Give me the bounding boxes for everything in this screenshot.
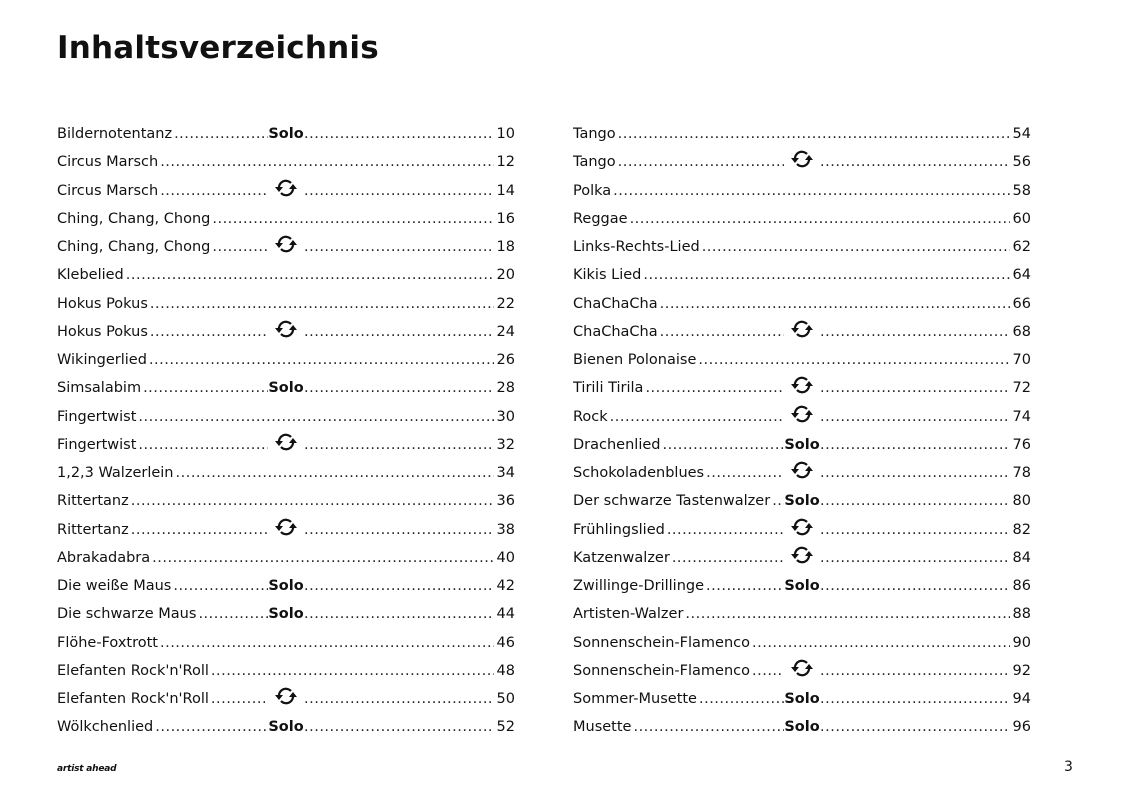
dot-leader (702, 233, 1010, 261)
entry-page: 20 (496, 267, 515, 284)
entry-title: Bienen Polonaise (573, 352, 697, 368)
solo-label: Solo (268, 126, 304, 142)
entry-title: Wölkchenlied (57, 719, 154, 736)
entry-page: 64 (1012, 267, 1031, 284)
entry-title: Rittertanz (57, 493, 129, 510)
toc-entry[interactable] (57, 431, 515, 459)
swap-arrows-icon (268, 516, 304, 544)
entry-page: 36 (496, 493, 515, 510)
dot-leader (820, 431, 1010, 459)
swap-arrows-icon (784, 657, 820, 685)
dot-leader (752, 657, 784, 685)
dot-leader (174, 120, 268, 148)
entry-page: 50 (496, 691, 515, 707)
toc-entry[interactable] (57, 120, 515, 148)
dot-leader (212, 205, 493, 233)
entry-title: Sonnenschein-Flamenco (573, 662, 750, 679)
toc-entry[interactable] (57, 177, 515, 205)
toc-entry[interactable] (57, 685, 515, 713)
toc-entry[interactable] (573, 431, 1031, 459)
entry-title: Tango (573, 126, 616, 142)
swap-arrows-icon (784, 544, 820, 572)
entry-title: Tango (573, 154, 616, 171)
toc-entry[interactable] (573, 374, 1031, 402)
entry-title: Artisten-Walzer (573, 606, 684, 623)
dot-leader (613, 177, 1009, 205)
entry-page: 96 (1012, 719, 1031, 736)
entry-title: 1,2,3 Walzerlein (57, 465, 174, 481)
dot-leader (304, 572, 494, 600)
dot-leader (643, 261, 1009, 289)
toc-entry[interactable] (573, 629, 1031, 657)
dot-leader (143, 374, 268, 402)
dot-leader (820, 685, 1010, 713)
dot-leader (160, 148, 493, 176)
entry-page: 58 (1012, 182, 1031, 199)
entry-title: Ching, Chang, Chong (57, 210, 211, 227)
swap-arrows-icon (784, 516, 820, 544)
entry-title: Kikis Lied (573, 267, 642, 284)
toc-entry[interactable] (573, 713, 1031, 741)
toc-entry[interactable] (57, 487, 515, 515)
dot-leader (304, 120, 494, 148)
entry-page: 74 (1012, 408, 1031, 425)
solo-label: Solo (784, 578, 820, 594)
toc-entry[interactable] (573, 657, 1031, 685)
toc-entry[interactable] (573, 544, 1031, 572)
dot-leader (138, 403, 493, 431)
toc-entry[interactable] (573, 148, 1031, 176)
dot-leader (660, 318, 784, 346)
entry-page: 46 (496, 634, 515, 651)
dot-leader (633, 713, 784, 741)
toc-entry[interactable] (573, 318, 1031, 346)
dot-leader (155, 713, 268, 741)
entry-title: Tirili Tirila (573, 380, 644, 397)
toc-entry[interactable] (57, 148, 515, 176)
toc-column-left (57, 120, 515, 742)
dot-leader (138, 431, 268, 459)
dot-leader (198, 600, 268, 628)
swap-arrows-icon (784, 374, 820, 402)
dot-leader (820, 516, 1010, 544)
entry-page: 12 (496, 154, 515, 171)
swap-arrows-icon (784, 148, 820, 176)
entry-page: 42 (496, 578, 515, 594)
dot-leader (820, 403, 1010, 431)
entry-page: 30 (496, 408, 515, 425)
dot-leader (672, 544, 784, 572)
entry-page: 76 (1012, 436, 1031, 453)
dot-leader (126, 261, 494, 289)
solo-label: Solo (784, 691, 820, 707)
entry-page: 92 (1012, 662, 1031, 679)
toc-entry[interactable] (573, 572, 1031, 600)
entry-title: Hokus Pokus (57, 295, 148, 312)
swap-arrows-icon (784, 318, 820, 346)
entry-title: Fingertwist (57, 436, 137, 453)
dot-leader (820, 544, 1010, 572)
dot-leader (820, 459, 1010, 487)
entry-page: 88 (1012, 606, 1031, 623)
page-title: Inhaltsverzeichnis (57, 30, 379, 66)
entry-page: 34 (496, 465, 515, 481)
swap-arrows-icon (268, 233, 304, 261)
entry-page: 22 (496, 295, 515, 312)
dot-leader (131, 487, 494, 515)
entry-title: Ching, Chang, Chong (57, 239, 211, 255)
entry-page: 78 (1012, 465, 1031, 481)
entry-page: 66 (1012, 295, 1031, 312)
toc-entry[interactable] (573, 487, 1031, 515)
entry-page: 26 (496, 352, 515, 368)
entry-page: 86 (1012, 578, 1031, 594)
solo-label: Solo (784, 436, 820, 453)
dot-leader (173, 572, 268, 600)
entry-title: Abrakadabra (57, 549, 151, 566)
dot-leader (662, 431, 784, 459)
toc-entry[interactable] (57, 459, 515, 487)
dot-leader (304, 713, 494, 741)
dot-leader (772, 487, 784, 515)
toc-entry[interactable] (573, 459, 1031, 487)
entry-page: 62 (1012, 239, 1031, 255)
entry-title: Drachenlied (573, 436, 661, 453)
toc-entry[interactable] (573, 403, 1031, 431)
entry-title: Frühlingslied (573, 521, 665, 538)
dot-leader (610, 403, 784, 431)
toc-entry[interactable] (57, 374, 515, 402)
toc-entry[interactable] (57, 290, 515, 318)
dot-leader (150, 318, 268, 346)
toc-entry[interactable] (57, 572, 515, 600)
toc-entry[interactable] (57, 544, 515, 572)
swap-arrows-icon (268, 685, 304, 713)
dot-leader (685, 600, 1009, 628)
dot-leader (752, 629, 1010, 657)
entry-page: 68 (1012, 323, 1031, 340)
entry-title: Flöhe-Foxtrott (57, 634, 158, 651)
entry-title: Elefanten Rock'n'Roll (57, 691, 209, 707)
toc-entry[interactable] (573, 233, 1031, 261)
swap-arrows-icon (784, 459, 820, 487)
entry-title: ChaChaCha (573, 295, 658, 312)
entry-page: 56 (1012, 154, 1031, 171)
entry-title: Polka (573, 182, 612, 199)
dot-leader (667, 516, 784, 544)
entry-page: 70 (1012, 352, 1031, 368)
toc-entry[interactable] (57, 346, 515, 374)
entry-page: 38 (496, 521, 515, 538)
dot-leader (211, 657, 494, 685)
entry-page: 84 (1012, 549, 1031, 566)
entry-page: 10 (496, 126, 515, 142)
page-number: 3 (1064, 759, 1073, 775)
toc-entry[interactable] (57, 261, 515, 289)
toc-entry[interactable] (57, 205, 515, 233)
dot-leader (820, 487, 1010, 515)
entry-title: Circus Marsch (57, 154, 159, 171)
solo-label: Solo (268, 380, 304, 397)
dot-leader (706, 572, 784, 600)
entry-title: Links-Rechts-Lied (573, 239, 700, 255)
entry-title: Simsalabim (57, 380, 142, 397)
swap-arrows-icon (268, 318, 304, 346)
entry-title: Der schwarze Tastenwalzer (573, 493, 771, 510)
dot-leader (660, 290, 1010, 318)
entry-page: 82 (1012, 521, 1031, 538)
swap-arrows-icon (268, 431, 304, 459)
toc-column-right (573, 120, 1031, 742)
entry-title: Klebelied (57, 267, 124, 284)
dot-leader (150, 290, 494, 318)
entry-page: 94 (1012, 691, 1031, 707)
swap-arrows-icon (784, 403, 820, 431)
toc-entry[interactable] (573, 600, 1031, 628)
toc-entry[interactable] (573, 685, 1031, 713)
dot-leader (131, 516, 268, 544)
dot-leader (160, 629, 494, 657)
swap-arrows-icon (268, 177, 304, 205)
entry-page: 40 (496, 549, 515, 566)
dot-leader (820, 148, 1010, 176)
toc-entry[interactable] (573, 205, 1031, 233)
entry-page: 72 (1012, 380, 1031, 397)
dot-leader (304, 431, 494, 459)
dot-leader (304, 600, 494, 628)
entry-title: Katzenwalzer (573, 549, 670, 566)
entry-page: 60 (1012, 210, 1031, 227)
entry-title: Schokoladenblues (573, 465, 705, 481)
entry-title: Circus Marsch (57, 182, 159, 199)
dot-leader (699, 685, 784, 713)
entry-title: Rittertanz (57, 521, 129, 538)
dot-leader (212, 233, 268, 261)
entry-page: 80 (1012, 493, 1031, 510)
toc-entry[interactable] (573, 261, 1031, 289)
entry-page: 18 (496, 239, 515, 255)
dot-leader (176, 459, 494, 487)
entry-title: Fingertwist (57, 408, 137, 425)
dot-leader (304, 516, 494, 544)
entry-title: Reggae (573, 210, 628, 227)
dot-leader (304, 685, 494, 713)
entry-title: Die schwarze Maus (57, 606, 197, 623)
entry-title: Musette (573, 719, 632, 736)
dot-leader (304, 177, 494, 205)
dot-leader (618, 120, 1010, 148)
dot-leader (645, 374, 784, 402)
dot-leader (304, 318, 494, 346)
dot-leader (630, 205, 1010, 233)
dot-leader (211, 685, 268, 713)
solo-label: Solo (784, 719, 820, 736)
entry-title: Die weiße Maus (57, 578, 172, 594)
toc-entry[interactable] (57, 713, 515, 741)
toc-entry[interactable] (57, 403, 515, 431)
entry-title: Zwillinge-Drillinge (573, 578, 705, 594)
dot-leader (820, 318, 1010, 346)
entry-title: Hokus Pokus (57, 323, 148, 340)
dot-leader (152, 544, 493, 572)
toc-entry[interactable] (57, 657, 515, 685)
toc-entry[interactable] (573, 346, 1031, 374)
entry-page: 52 (496, 719, 515, 736)
solo-label: Solo (268, 578, 304, 594)
dot-leader (820, 713, 1010, 741)
entry-page: 44 (496, 606, 515, 623)
entry-page: 16 (496, 210, 515, 227)
dot-leader (304, 233, 494, 261)
toc-entry[interactable] (57, 629, 515, 657)
entry-title: Rock (573, 408, 608, 425)
entry-page: 48 (496, 662, 515, 679)
dot-leader (618, 148, 784, 176)
toc-entry[interactable] (57, 516, 515, 544)
dot-leader (160, 177, 268, 205)
toc-entry[interactable] (573, 290, 1031, 318)
entry-title: Wikingerlied (57, 352, 147, 368)
dot-leader (698, 346, 1009, 374)
toc-entry[interactable] (57, 233, 515, 261)
entry-title: Sommer-Musette (573, 691, 697, 707)
toc-entry[interactable] (573, 177, 1031, 205)
dot-leader (149, 346, 494, 374)
solo-label: Solo (268, 719, 304, 736)
dot-leader (706, 459, 784, 487)
dot-leader (820, 572, 1010, 600)
entry-page: 14 (496, 182, 515, 199)
dot-leader (820, 657, 1010, 685)
entry-page: 28 (496, 380, 515, 397)
toc-entry[interactable] (57, 600, 515, 628)
entry-page: 32 (496, 436, 515, 453)
solo-label: Solo (268, 606, 304, 623)
brand-logo: artist ahead (57, 764, 117, 774)
entry-title: Sonnenschein-Flamenco (573, 634, 750, 651)
entry-title: Bildernotentanz (57, 126, 173, 142)
entry-page: 24 (496, 323, 515, 340)
dot-leader (304, 374, 494, 402)
toc-entry[interactable] (57, 318, 515, 346)
entry-page: 90 (1012, 634, 1031, 651)
entry-title: Elefanten Rock'n'Roll (57, 662, 209, 679)
dot-leader (820, 374, 1010, 402)
entry-page: 54 (1012, 126, 1031, 142)
entry-title: ChaChaCha (573, 323, 658, 340)
toc-entry[interactable] (573, 120, 1031, 148)
toc-entry[interactable] (573, 516, 1031, 544)
solo-label: Solo (784, 493, 820, 510)
